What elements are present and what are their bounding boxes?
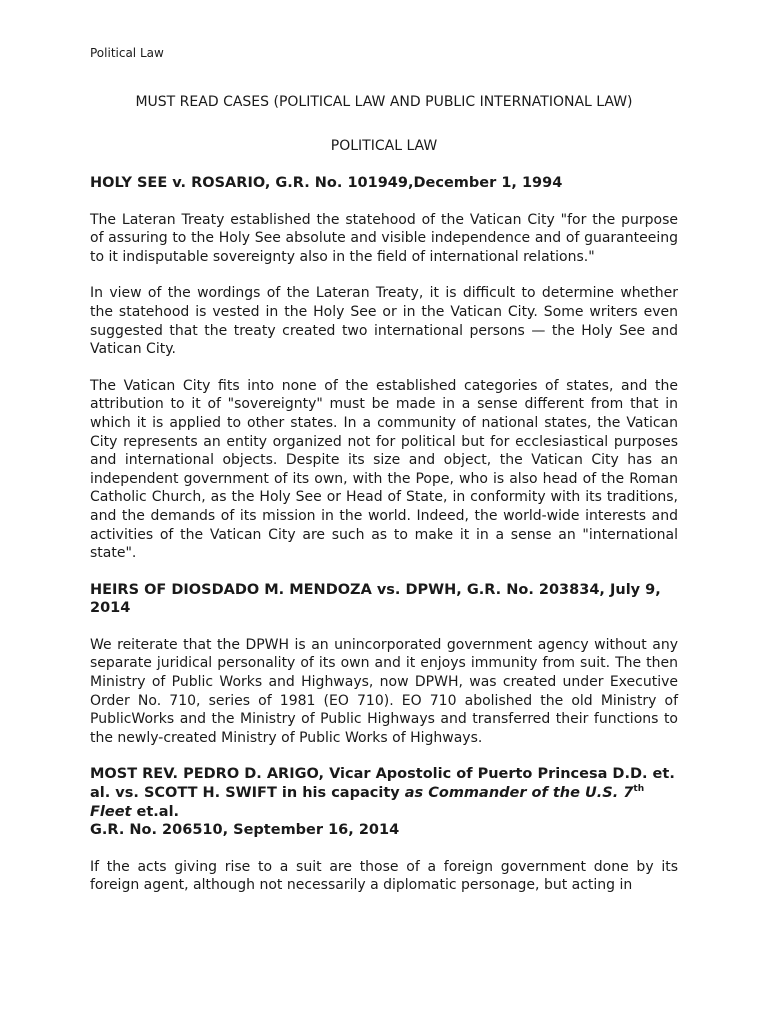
case-paragraph: The Vatican City fits into none of the established categories of states, and the attribution to it of "sovereignty" must be made in a sense different from that in which it is applied to other states. In a community of national states, the Vatican City represents an entity organized not for political but for ecclesiastical purposes and international objects. Despite its size and object, the Vatican City has an independent government of its own, with the Pope, who is also head of the Roman Catholic Church, as the Holy See or Head of State, in conformity with its traditions, and the demands of its mission in the world. Indeed, the world-wide interests and activities of the Vatican City are such as to make it in a sense an "international state". xyxy=(90,377,678,562)
section-title: POLITICAL LAW xyxy=(330,138,438,154)
case-heading-arigo-italic-fleet: Fleet xyxy=(90,803,132,820)
case-paragraph: If the acts giving rise to a suit are those of a foreign government done by its foreign agent, although not necessarily a diplomatic personage, but acting in xyxy=(90,858,678,894)
document-title: MUST READ CASES (POLITICAL LAW AND PUBLIC INTERNATIONAL LAW) xyxy=(135,94,633,110)
case-heading-arigo-italic: as Commander of the U.S. 7 xyxy=(404,785,634,802)
case-heading-arigo xyxy=(90,765,678,839)
case-paragraph: The Lateran Treaty established the statehood of the Vatican City "for the purpose of assuring to the Holy See absolute and visible independence and of guaranteeing to it indisputable sovereignty also in the field of international relations." xyxy=(90,211,678,265)
case-heading-arigo-sup: th xyxy=(633,784,645,795)
case-paragraph: We reiterate that the DPWH is an unincorporated government agency without any separate juridical personality of its own and it enjoys immunity from suit. The then Ministry of Public Works and Highways, now DPWH, was created under Executive Order No. 710, series of 1981 (EO 710). EO 710 abolished the old Ministry of PublicWorks and the Ministry of Public Highways and transferred their functions to the newly-created Ministry of Public Works of Highways. xyxy=(90,636,678,746)
case-heading-holy-see: HOLY SEE v. ROSARIO, G.R. No. 101949,December 1, 1994 xyxy=(90,175,563,191)
case-heading-mendoza: HEIRS OF DIOSDADO M. MENDOZA vs. DPWH, G.R. No. 203834, July 9, 2014 xyxy=(90,581,661,617)
case-paragraph: In view of the wordings of the Lateran Treaty, it is difficult to determine whether the statehood is vested in the Holy See or in the Vatican City. Some writers even suggested that the treaty created two international persons — the Holy See and Vatican City. xyxy=(90,285,678,358)
document-body xyxy=(90,93,678,895)
case-heading-arigo-text: MOST REV. PEDRO D. ARIGO, Vicar Apostolic of Puerto Princesa D.D. et. al. vs. SCOTT H. SWIFT in his capacity xyxy=(90,766,675,802)
running-header: Political Law xyxy=(90,46,164,60)
case-heading-arigo-gr: G.R. No. 206510, September 16, 2014 xyxy=(90,822,400,839)
case-heading-arigo-etal: et.al. xyxy=(131,803,180,820)
